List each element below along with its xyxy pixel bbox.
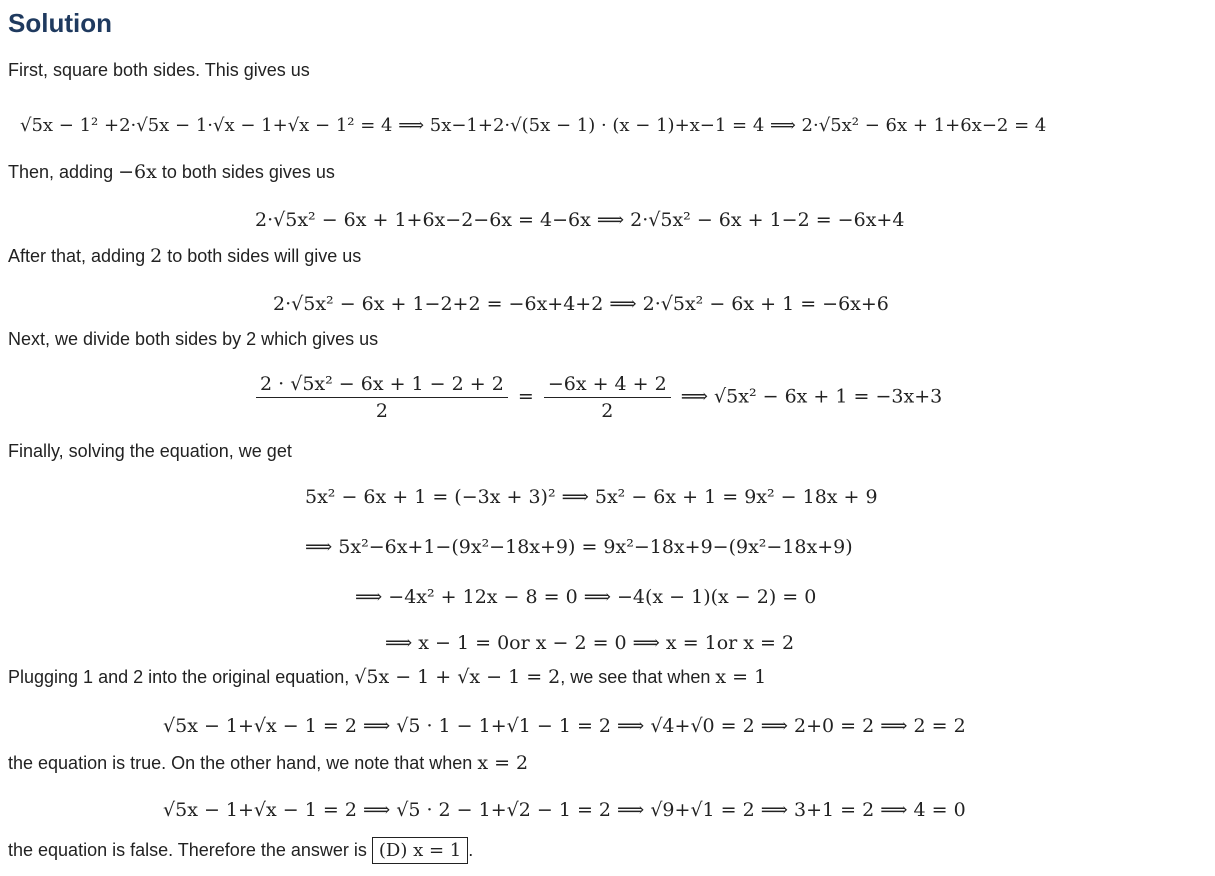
paragraph-5: Finally, solving the equation, we get bbox=[8, 441, 292, 461]
equation-4-denominator-right: 2 bbox=[601, 400, 614, 422]
paragraph-7-math: x = 2 bbox=[477, 752, 529, 774]
paragraph-3-text-a: After that, adding bbox=[8, 246, 151, 266]
equation-7: ⟹ −4x² + 12x − 8 = 0 ⟹ −4(x − 1)(x − 2) = 0 bbox=[355, 586, 817, 608]
paragraph-2-text-b: to both sides gives us bbox=[156, 162, 335, 182]
paragraph-7 bbox=[8, 752, 528, 774]
equation-4-numerator-right: −6x + 4 + 2 bbox=[544, 373, 671, 398]
equation-1: √5x − 1² +2·√5x − 1·√x − 1+√x − 1² = 4 ⟹ 5x−1+2·√(5x − 1) · (x − 1)+x−1 = 4 ⟹ 2·√5x² − 6x + 1+6x−2 = 4 bbox=[20, 115, 1047, 136]
answer-box: (D) x = 1 bbox=[372, 837, 468, 864]
paragraph-8-text: the equation is false. Therefore the answer is bbox=[8, 840, 372, 860]
equation-5: 5x² − 6x + 1 = (−3x + 3)² ⟹ 5x² − 6x + 1 = 9x² − 18x + 9 bbox=[305, 486, 878, 508]
equation-4-rest: ⟹ √5x² − 6x + 1 = −3x+3 bbox=[680, 385, 943, 408]
paragraph-2-text-a: Then, adding bbox=[8, 162, 119, 182]
equation-6: ⟹ 5x²−6x+1−(9x²−18x+9) = 9x²−18x+9−(9x²−18x+9) bbox=[305, 536, 853, 558]
paragraph-6-math-x: x = 1 bbox=[715, 666, 767, 688]
paragraph-6-text-b: , we see that when bbox=[560, 667, 716, 687]
paragraph-1: First, square both sides. This gives us bbox=[8, 60, 310, 80]
equation-4 bbox=[252, 373, 942, 422]
equation-4-denominator-left: 2 bbox=[375, 400, 388, 422]
equation-2: 2·√5x² − 6x + 1+6x−2−6x = 4−6x ⟹ 2·√5x² − 6x + 1−2 = −6x+4 bbox=[255, 209, 905, 231]
paragraph-6 bbox=[8, 666, 766, 688]
equation-4-fraction-left bbox=[256, 373, 508, 422]
equation-4-equals: = bbox=[517, 385, 534, 408]
equation-10: √5x − 1+√x − 1 = 2 ⟹ √5 · 2 − 1+√2 − 1 = 2 ⟹ √9+√1 = 2 ⟹ 3+1 = 2 ⟹ 4 = 0 bbox=[163, 799, 966, 821]
paragraph-2-math: −6x bbox=[118, 161, 157, 183]
equation-3: 2·√5x² − 6x + 1−2+2 = −6x+4+2 ⟹ 2·√5x² − 6x + 1 = −6x+6 bbox=[273, 293, 889, 315]
equation-4-numerator-left: 2 · √5x² − 6x + 1 − 2 + 2 bbox=[256, 373, 508, 398]
paragraph-3-text-b: to both sides will give us bbox=[162, 246, 362, 266]
equation-8: ⟹ x − 1 = 0or x − 2 = 0 ⟹ x = 1or x = 2 bbox=[385, 632, 795, 654]
paragraph-6-text-a: Plugging 1 and 2 into the original equation, bbox=[8, 667, 355, 687]
equation-9: √5x − 1+√x − 1 = 2 ⟹ √5 · 1 − 1+√1 − 1 = 2 ⟹ √4+√0 = 2 ⟹ 2+0 = 2 ⟹ 2 = 2 bbox=[163, 715, 966, 737]
paragraph-4: Next, we divide both sides by 2 which gives us bbox=[8, 329, 379, 349]
paragraph-3-math: 2 bbox=[150, 245, 163, 267]
paragraph-6-math: √5x − 1 + √x − 1 = 2 bbox=[354, 666, 561, 688]
page-title: Solution bbox=[8, 8, 112, 38]
paragraph-8 bbox=[8, 840, 473, 861]
paragraph-8-period: . bbox=[468, 840, 474, 860]
paragraph-2 bbox=[8, 161, 335, 183]
paragraph-3 bbox=[8, 245, 361, 267]
paragraph-7-text: the equation is true. On the other hand, we note that when bbox=[8, 753, 478, 773]
equation-4-fraction-right bbox=[544, 373, 671, 422]
